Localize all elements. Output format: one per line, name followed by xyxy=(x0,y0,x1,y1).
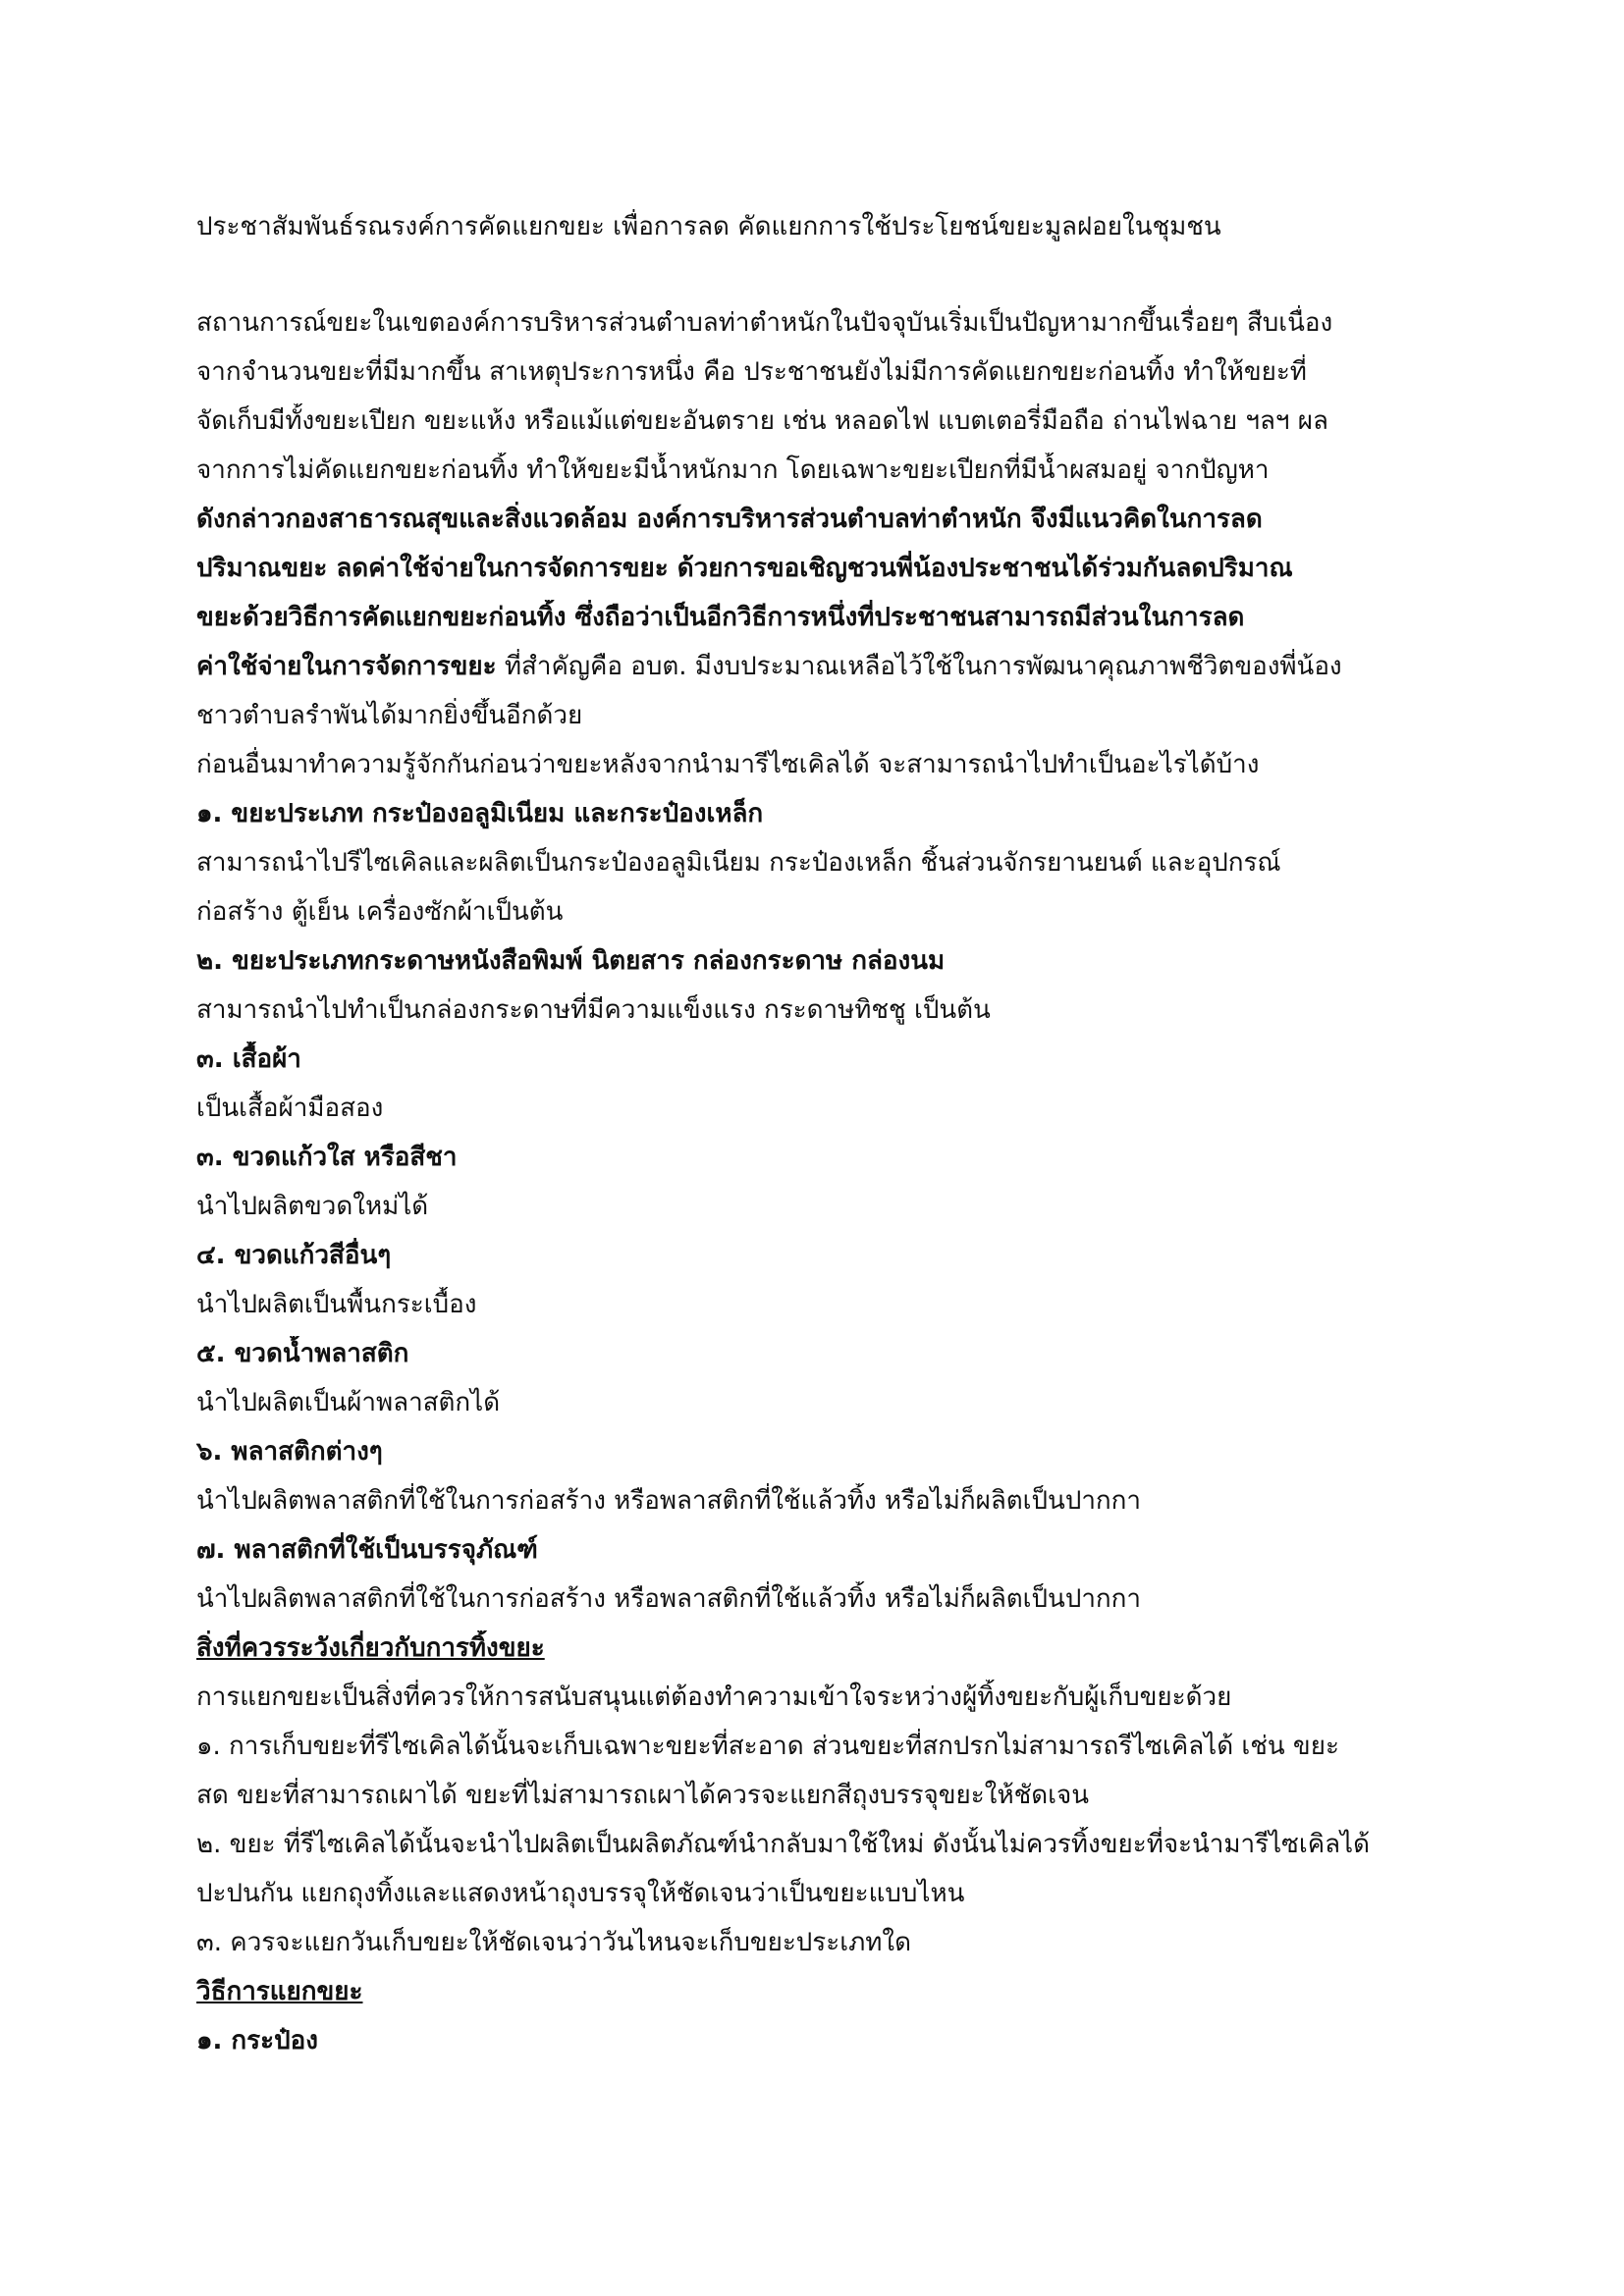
item-4-body: นำไปผลิตขวดใหม่ได้ xyxy=(196,1192,429,1221)
item-3-body: เป็นเสื้อผ้ามือสอง xyxy=(196,1094,384,1123)
item-1-body-1: สามารถนำไปรีไซเคิลและผลิตเป็นกระป๋องอลูมิเนียม กระป๋องเหล็ก ชิ้นส่วนจักรยานยนต์ และอุปกรณ์ xyxy=(196,848,1281,878)
intro-line-1: สถานการณ์ขยะในเขตองค์การบริหารส่วนตำบลท่าตำหนักในปัจจุบันเริ่มเป็นปัญหามากขึ้นเรื่อยๆ สืบเนื่อง xyxy=(196,308,1333,338)
item-7-body: นำไปผลิตพลาสติกที่ใช้ในการก่อสร้าง หรือพลาสติกที่ใช้แล้วทิ้ง หรือไม่ก็ผลิตเป็นปากกา xyxy=(196,1486,1142,1516)
intro-rest-text: ที่สำคัญคือ อบต. มีงบประมาณเหลือไว้ใช้ในการพัฒนาคุณภาพชีวิตของพี่น้อง xyxy=(496,652,1342,681)
item-5-body: นำไปผลิตเป็นพื้นกระเบื้อง xyxy=(196,1290,477,1319)
method-heading: วิธีการแยกขยะ xyxy=(196,1977,363,2006)
lead-text: ก่อนอื่นมาทำความรู้จักกันก่อนว่าขยะหลังจากนำมารีไซเคิลได้ จะสามารถนำไปทำเป็นอะไรได้บ้าง xyxy=(196,750,1260,779)
caution-line-4: ๒. ขยะ ที่รีไซเคิลได้นั้นจะนำไปผลิตเป็นผลิตภัณฑ์นำกลับมาใช้ใหม่ ดังนั้นไม่ควรทิ้งขยะที่จะนำมารีไซเคิลได้ xyxy=(196,1830,1370,1859)
caution-line-3: สด ขยะที่สามารถเผาได้ ขยะที่ไม่สามารถเผาได้ควรจะแยกสีถุงบรรจุขยะให้ชัดเจน xyxy=(196,1781,1090,1810)
item-1-heading: ๑. ขยะประเภท กระป๋องอลูมิเนียม และกระป๋องเหล็ก xyxy=(196,799,764,828)
method-item-1: ๑. กระป๋อง xyxy=(196,2026,318,2056)
item-4-heading: ๓. ขวดแก้วใส หรือสีชา xyxy=(196,1143,458,1172)
item-1-body-2: ก่อสร้าง ตู้เย็น เครื่องซักผ้าเป็นต้น xyxy=(196,897,564,927)
item-8-heading: ๗. พลาสติกที่ใช้เป็นบรรจุภัณฑ์ xyxy=(196,1535,538,1565)
intro-line-4: จากการไม่คัดแยกขยะก่อนทิ้ง ทำให้ขยะมีน้ำหนักมาก โดยเฉพาะขยะเปียกที่มีน้ำผสมอยู่ จากปัญหา xyxy=(196,455,1270,485)
caution-line-1: การแยกขยะเป็นสิ่งที่ควรให้การสนับสนุนแต่ต้องทำความเข้าใจระหว่างผู้ทิ้งขยะกับผู้เก็บขยะด้วย xyxy=(196,1682,1232,1712)
caution-line-5: ปะปนกัน แยกถุงทิ้งและแสดงหน้าถุงบรรจุให้ชัดเจนว่าเป็นขยะแบบไหน xyxy=(196,1879,965,1908)
intro-bold-phrase: ค่าใช้จ่ายในการจัดการขยะ xyxy=(196,652,497,681)
document-title: ประชาสัมพันธ์รณรงค์การคัดแยกขยะ เพื่อการลด คัดแยกการใช้ประโยชน์ขยะมูลฝอยในชุมชน xyxy=(196,212,1221,241)
intro-line-5: ดังกล่าวกองสาธารณสุขและสิ่งแวดล้อม องค์การบริหารส่วนตำบลท่าตำหนัก จึงมีแนวคิดในการลด xyxy=(196,505,1263,534)
item-8-body: นำไปผลิตพลาสติกที่ใช้ในการก่อสร้าง หรือพลาสติกที่ใช้แล้วทิ้ง หรือไม่ก็ผลิตเป็นปากกา xyxy=(196,1584,1142,1614)
caution-line-2: ๑. การเก็บขยะที่รีไซเคิลได้นั้นจะเก็บเฉพาะขยะที่สะอาด ส่วนขยะที่สกปรกไม่สามารถรีไซเคิลได้ เช่น ขยะ xyxy=(196,1732,1339,1761)
intro-line-6: ปริมาณขยะ ลดค่าใช้จ่ายในการจัดการขยะ ด้วยการขอเชิญชวนพี่น้องประชาชนได้ร่วมกันลดปริมาณ xyxy=(196,554,1293,583)
caution-line-6: ๓. ควรจะแยกวันเก็บขยะให้ชัดเจนว่าวันไหนจะเก็บขยะประเภทใด xyxy=(196,1928,911,1957)
item-6-heading: ๕. ขวดน้ำพลาสติก xyxy=(196,1339,409,1368)
intro-line-3: จัดเก็บมีทั้งขยะเปียก ขยะแห้ง หรือแม้แต่ขยะอันตราย เช่น หลอดไฟ แบตเตอรี่มือถือ ถ่านไฟฉาย ฯลฯ ผล xyxy=(196,406,1328,436)
item-5-heading: ๔. ขวดแก้วสีอื่นๆ xyxy=(196,1241,392,1270)
item-2-body: สามารถนำไปทำเป็นกล่องกระดาษที่มีความแข็งแรง กระดาษทิชชู เป็นต้น xyxy=(196,995,991,1025)
item-3-heading: ๓. เสื้อผ้า xyxy=(196,1044,301,1074)
intro-line-9: ชาวตำบลรำพันได้มากยิ่งขึ้นอีกด้วย xyxy=(196,701,583,730)
item-7-heading: ๖. พลาสติกต่างๆ xyxy=(196,1437,383,1467)
intro-line-8 xyxy=(196,649,1434,684)
intro-line-2: จากจำนวนขยะที่มีมากขึ้น สาเหตุประการหนึ่ง คือ ประชาชนยังไม่มีการคัดแยกขยะก่อนทิ้ง ทำให้ขยะที่ xyxy=(196,357,1307,387)
item-2-heading: ๒. ขยะประเภทกระดาษหนังสือพิมพ์ นิตยสาร กล่องกระดาษ กล่องนม xyxy=(196,946,946,976)
caution-heading: สิ่งที่ควรระวังเกี่ยวกับการทิ้งขยะ xyxy=(196,1633,545,1663)
intro-line-7: ขยะด้วยวิธีการคัดแยกขยะก่อนทิ้ง ซึ่งถือว่าเป็นอีกวิธีการหนึ่งที่ประชาชนสามารถมีส่วนในการลด xyxy=(196,603,1245,632)
item-6-body: นำไปผลิตเป็นผ้าพลาสติกได้ xyxy=(196,1388,501,1417)
